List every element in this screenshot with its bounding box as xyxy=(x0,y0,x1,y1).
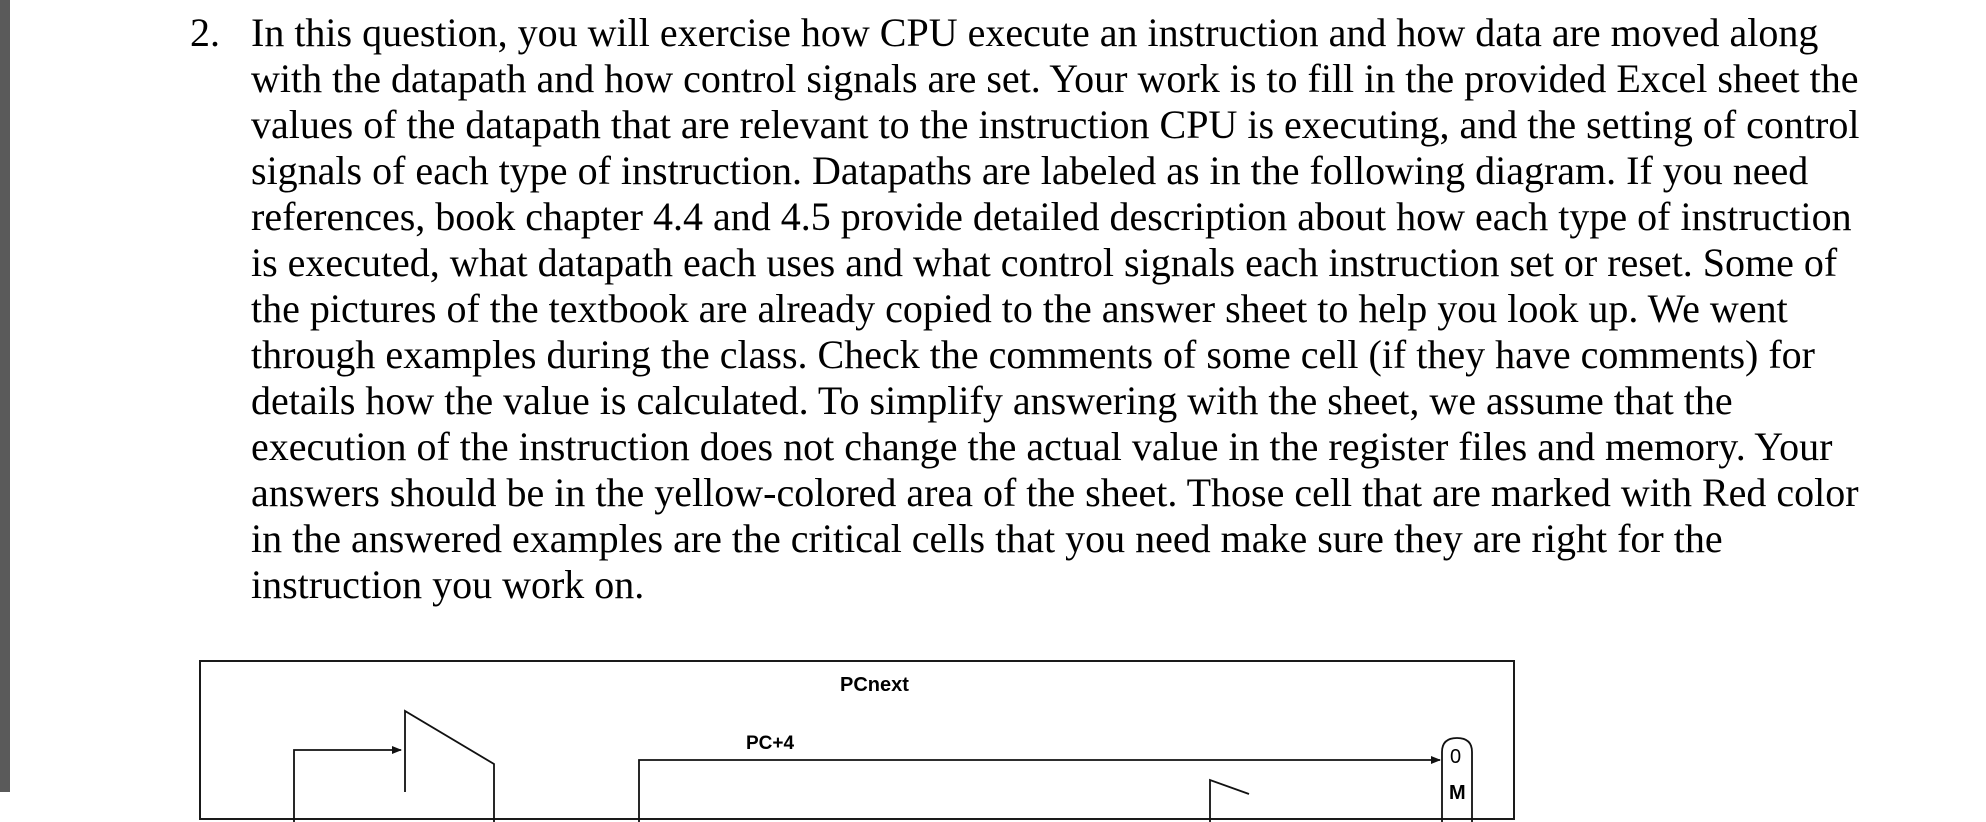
mux-letter-label: M xyxy=(1449,782,1466,804)
question-line: instruction you work on. xyxy=(251,562,645,607)
question-line: through examples during the class. Check the comments of some cell (if they have comments) for xyxy=(251,332,1816,377)
datapath-diagram xyxy=(199,660,1515,820)
pc-plus-4-label: PC+4 xyxy=(746,733,795,754)
mux-input-0-label: 0 xyxy=(1450,746,1462,768)
adder-shape xyxy=(405,711,494,822)
question-line: answers should be in the yellow-colored area of the sheet. Those cell that are marked with Red color xyxy=(251,470,1859,515)
question-line: is executed, what datapath each uses and what control signals each instruction set or reset. Some of xyxy=(251,240,1838,285)
question-line: in the answered examples are the critical cells that you need make sure they are right for the xyxy=(251,516,1723,561)
question-line: signals of each type of instruction. Datapaths are labeled as in the following diagram. If you need xyxy=(251,148,1809,193)
question-line: with the datapath and how control signals are set. Your work is to fill in the provided Excel sheet the xyxy=(251,56,1859,101)
branch-adder-shape xyxy=(1210,780,1249,822)
question-line: execution of the instruction does not change the actual value in the register files and memory. Your xyxy=(251,424,1833,469)
question-line: references, book chapter 4.4 and 4.5 provide detailed description about how each type of instruction xyxy=(251,194,1852,239)
question-line: details how the value is calculated. To simplify answering with the sheet, we assume that the xyxy=(251,378,1733,423)
question-line: values of the datapath that are relevant to the instruction CPU is executing, and the setting of control xyxy=(251,102,1860,147)
window-left-edge xyxy=(0,0,10,792)
question-line: the pictures of the textbook are already copied to the answer sheet to help you look up. We went xyxy=(251,286,1788,331)
question-number: 2. xyxy=(190,10,220,55)
pc-wire xyxy=(294,750,401,822)
question-text xyxy=(251,10,1921,608)
pcnext-label: PCnext xyxy=(840,674,909,696)
question-line: In this question, you will exercise how CPU execute an instruction and how data are moved along xyxy=(251,10,1819,55)
pc-plus-4-wire xyxy=(639,760,1440,822)
